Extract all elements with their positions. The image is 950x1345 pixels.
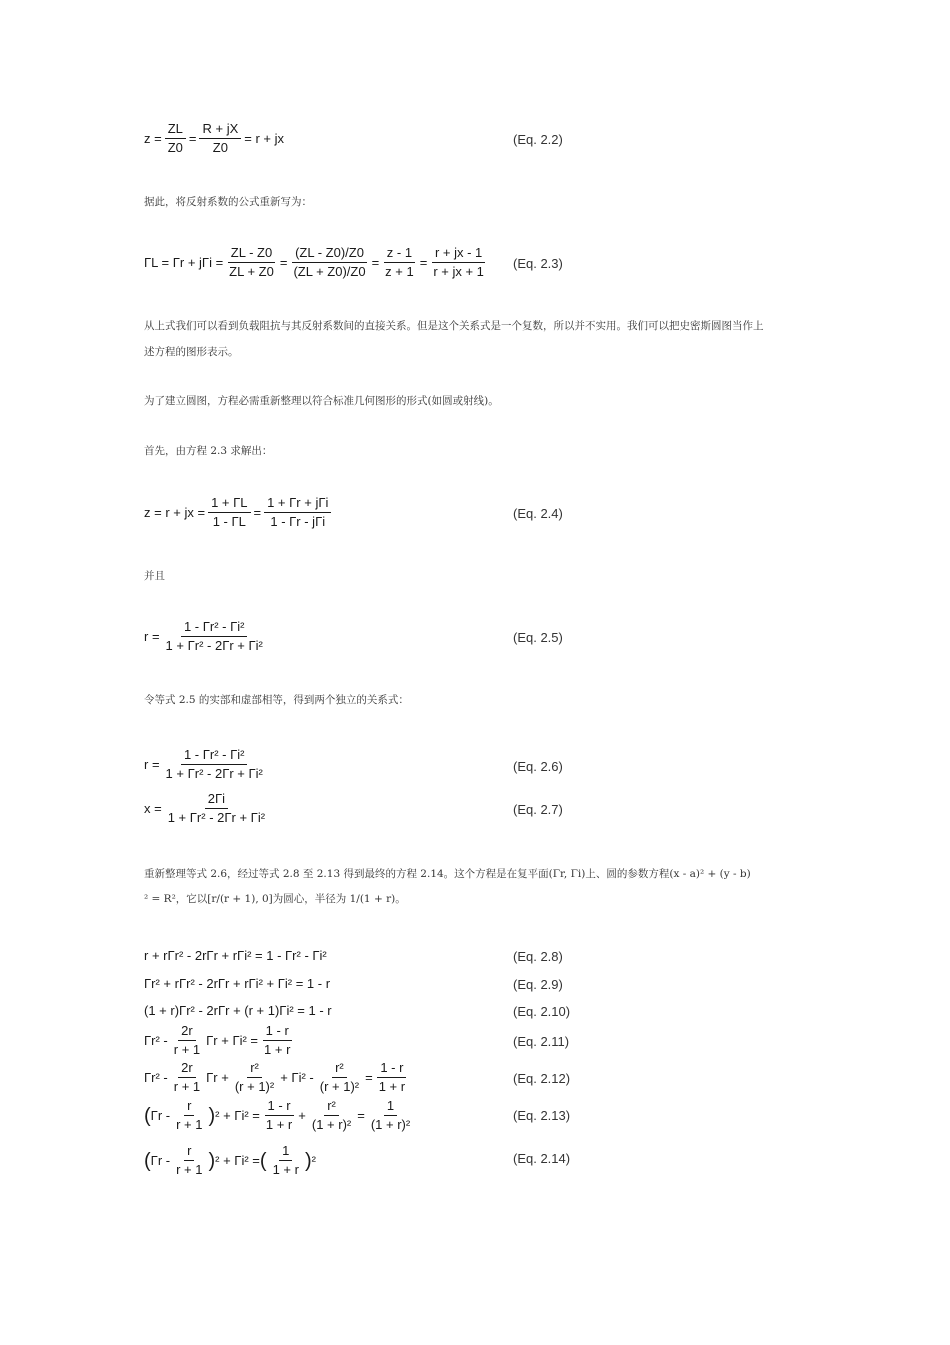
numerator: r² [332,1060,347,1078]
fraction [226,245,277,280]
paragraph: 首先，由方程 2.3 求解出： [144,445,273,457]
eq-text: ² [311,1152,316,1168]
equation-2-13 [144,1098,416,1133]
numerator: 1 + Γr + jΓi [264,495,331,513]
denominator: 1 + Γr² - 2Γr + Γi² [165,638,263,653]
equation-2-6 [144,747,269,782]
eq-text: Γr - [150,1152,171,1168]
numerator: 1 [384,1098,397,1116]
paragraph: ² = R²，它以[r/(r + 1), 0]为圆心，半径为 1/(1 + r)。 [144,893,406,905]
eq-text: = r + jx [244,130,284,146]
fraction [261,1023,293,1058]
fraction [376,1060,408,1095]
paragraph: 据此，将反射系数的公式重新写为： [144,196,312,208]
denominator: ZL + Z0 [229,264,274,279]
fraction [264,495,331,530]
right-paren: ) [208,1104,216,1127]
eq-text: x = [144,800,162,816]
numerator: 1 - r [265,1098,294,1116]
numerator: r [184,1143,194,1161]
eq-text: = [371,254,380,270]
right-paren: ) [304,1149,312,1172]
eq-text: = [365,1069,373,1085]
denominator: 1 - Γr - jΓi [270,514,326,529]
paragraph: 重新整理等式 2.6，经过等式 2.8 至 2.13 得到最终的方程 2.14。这个方程是在复平面(Γr, Γi)上、圆的参数方程(x - a)² + (y - b) [144,868,751,880]
equation-tag: (Eq. 2.6) [513,759,563,774]
denominator: 1 + Γr² - 2Γr + Γi² [165,766,263,781]
numerator: 1 - r [377,1060,406,1078]
paragraph: 述方程的图形表示。 [144,346,239,358]
eq-text: Γr² - [144,1069,168,1085]
eq-text: r = [144,628,160,644]
equation-2-5 [144,619,269,654]
eq-text: ² + Γi² = [215,1107,260,1123]
fraction [199,121,241,156]
right-paren: ) [208,1149,216,1172]
denominator: r + jx + 1 [433,264,484,279]
fraction [171,1060,203,1095]
fraction [430,245,487,280]
eq-text: r + rΓr² - 2rΓr + rΓi² = 1 - Γr² - Γi² [144,948,327,963]
fraction [382,245,417,280]
denominator: (r + 1)² [319,1079,360,1094]
equation-2-8 [144,948,327,964]
eq-text: ΓL = Γr + jΓi = [144,254,224,270]
numerator: 1 [279,1143,292,1161]
fraction [317,1060,362,1095]
eq-text: = [419,254,428,270]
denominator: r + 1 [173,1042,201,1057]
paragraph: 为了建立圆图，方程必需重新整理以符合标准几何图形的形式(如圆或射线)。 [144,395,499,407]
eq-text: z = [144,130,162,146]
eq-text: = [279,254,288,270]
eq-text: Γr - [150,1107,171,1123]
numerator: 1 - Γr² - Γi² [181,747,248,765]
denominator: (r + 1)² [234,1079,275,1094]
denominator: 1 + r [272,1162,299,1177]
equation-tag: (Eq. 2.4) [513,506,563,521]
eq-text: + Γi² - [280,1069,314,1085]
equation-tag: (Eq. 2.7) [513,802,563,817]
paragraph: 并且 [144,570,165,582]
numerator: 1 - Γr² - Γi² [181,619,248,637]
fraction [165,791,268,826]
equation-2-10 [144,1003,332,1019]
fraction [270,1143,302,1178]
denominator: r + 1 [176,1117,203,1132]
equation-tag: (Eq. 2.13) [513,1108,571,1123]
fraction [173,1098,205,1133]
numerator: 1 - r [263,1023,292,1041]
equation-tag: (Eq. 2.12) [513,1071,571,1086]
denominator: (1 + r)² [370,1117,411,1132]
equation-tag: (Eq. 2.2) [513,132,563,147]
numerator: 2r [178,1023,196,1041]
eq-text: Γr + [206,1069,229,1085]
equation-2-2 [144,121,284,156]
equation-2-11 [144,1023,296,1058]
paragraph: 从上式我们可以看到负载阻抗与其反射系数间的直接关系。但是这个关系式是一个复数，所以并不实用。我们可以把史密斯圆图当作上 [144,320,764,332]
equation-tag: (Eq. 2.3) [513,256,563,271]
equation-2-3 [144,245,490,280]
paragraph: 令等式 2.5 的实部和虚部相等，得到两个独立的关系式： [144,694,409,706]
left-paren: ( [259,1149,267,1172]
denominator: (ZL + Z0)/Z0 [293,264,366,279]
numerator: r² [324,1098,339,1116]
numerator: z - 1 [384,245,415,263]
numerator: ZL [165,121,186,139]
numerator: 2Γi [205,791,228,809]
equation-2-14 [144,1143,316,1178]
equation-tag: (Eq. 2.5) [513,630,563,645]
fraction [368,1098,413,1133]
equation-2-12 [144,1060,411,1095]
fraction [309,1098,354,1133]
numerator: ZL - Z0 [228,245,275,263]
equation-2-9 [144,976,330,992]
eq-text: ² + Γi² = [215,1152,260,1168]
fraction [163,747,266,782]
denominator: r + 1 [176,1162,203,1177]
eq-text: = [357,1107,365,1123]
eq-text: = [188,130,197,146]
fraction [173,1143,205,1178]
denominator: r + 1 [173,1079,201,1094]
equation-tag: (Eq. 2.8) [513,949,563,964]
fraction [208,495,250,530]
eq-text: (1 + r)Γr² - 2rΓr + (r + 1)Γi² = 1 - r [144,1003,332,1018]
equation-tag: (Eq. 2.11) [513,1034,570,1049]
denominator: z + 1 [385,264,414,279]
fraction [171,1023,203,1058]
equation-2-4 [144,495,334,530]
fraction [232,1060,277,1095]
eq-text: r = [144,756,160,772]
eq-text: + [298,1107,306,1123]
denominator: Z0 [167,140,183,155]
fraction [290,245,368,280]
eq-text: z = r + jx = [144,504,206,520]
denominator: 1 - ΓL [212,514,246,529]
equation-tag: (Eq. 2.9) [513,977,563,992]
eq-text: Γr² - [144,1032,168,1048]
equation-2-7 [144,791,271,826]
equation-tag: (Eq. 2.10) [513,1004,571,1019]
numerator: r + jx - 1 [432,245,485,263]
denominator: (1 + r)² [311,1117,352,1132]
denominator: 1 + r [378,1079,406,1094]
left-paren: ( [144,1104,151,1127]
numerator: R + jX [199,121,241,139]
numerator: r [184,1098,194,1116]
eq-text: = [253,504,262,520]
numerator: 1 + ΓL [208,495,250,513]
numerator: r² [247,1060,262,1078]
denominator: 1 + Γr² - 2Γr + Γi² [167,810,266,825]
eq-text: Γr² + rΓr² - 2rΓr + rΓi² + Γi² = 1 - r [144,976,331,991]
eq-text: Γr + Γi² = [206,1032,259,1048]
numerator: (ZL - Z0)/Z0 [292,245,367,263]
denominator: Z0 [212,140,228,155]
numerator: 2r [178,1060,196,1078]
denominator: 1 + r [264,1042,291,1057]
left-paren: ( [144,1149,151,1172]
denominator: 1 + r [265,1117,293,1132]
fraction [165,121,186,156]
equation-tag: (Eq. 2.14) [513,1151,571,1166]
fraction [163,619,266,654]
fraction [263,1098,295,1133]
